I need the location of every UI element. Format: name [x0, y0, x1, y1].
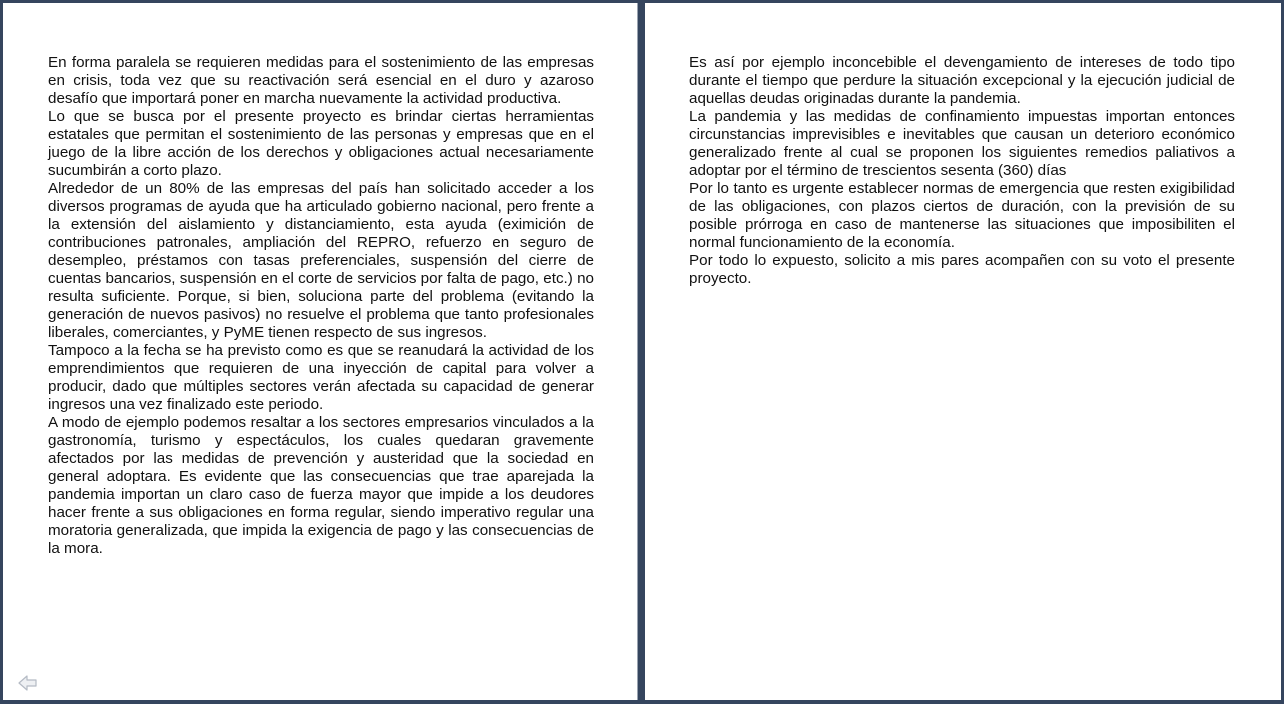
paragraph: A modo de ejemplo podemos resaltar a los sectores empresarios vinculados a la gastronomía, turismo y espectáculos, los cuales quedaran gravemente afectados por las medidas de prevención y austeridad que la sociedad en general adoptara. Es evidente que las consecuencias que trae aparejada la pandemia importan un claro caso de fuerza mayor que impide a los deudores hacer frente a sus obligaciones en forma regular, siendo imperativo regular una moratoria generalizada, que impida la exigencia de pago y las consecuencias de la mora.: [48, 414, 594, 557]
right-page: [645, 3, 1281, 700]
right-page-text: [689, 54, 1235, 288]
paragraph: Alrededor de un 80% de las empresas del país han solicitado acceder a los diversos programas de ayuda que ha articulado gobierno nacional, pero frente a la extensión del aislamiento y distanciamiento, esta ayuda (eximición de contribuciones patronales, ampliación del REPRO, refuerzo en seguro de desempleo, préstamos con tasas preferenciales, suspensión del cierre de cuentas bancarios, suspensión en el corte de servicios por falta de pago, etc.) no resulta suficiente. Porque, si bien, soluciona parte del problema (evitando la generación de nuevos pasivos) no resuelve el problema que tanto profesionales liberales, comerciantes, y PyME tienen respecto de sus ingresos.: [48, 180, 594, 341]
paragraph: Lo que se busca por el presente proyecto es brindar ciertas herramientas estatales que permitan el sostenimiento de las personas y empresas que en el juego de la libre acción de los derechos y obligaciones actual necesariamente sucumbirán a corto plazo.: [48, 108, 594, 179]
paragraph: En forma paralela se requieren medidas para el sostenimiento de las empresas en crisis, toda vez que su reactivación será esencial en el duro y azaroso desafío que importará poner en marcha nuevamente la actividad productiva.: [48, 54, 594, 107]
left-page-text: [48, 54, 594, 558]
paragraph: Por lo tanto es urgente establecer normas de emergencia que resten exigibilidad de las obligaciones, con plazos ciertos de duración, con la previsión de su posible prórroga en caso de mantenerse las situaciones que imposibiliten el normal funcionamiento de la economía.: [689, 180, 1235, 251]
previous-page-button[interactable]: [17, 673, 39, 693]
paragraph: Es así por ejemplo inconcebible el devengamiento de intereses de todo tipo durante el tiempo que perdure la situación excepcional y la ejecución judicial de aquellas deudas originadas durante la pandemia.: [689, 54, 1235, 107]
paragraph: Tampoco a la fecha se ha previsto como es que se reanudará la actividad de los emprendimientos que requieren de una inyección de capital para volver a producir, dado que múltiples sectores verán afectada su capacidad de generar ingresos una vez finalizado este periodo.: [48, 342, 594, 413]
left-arrow-icon: [17, 673, 39, 693]
paragraph: Por todo lo expuesto, solicito a mis pares acompañen con su voto el presente proyecto.: [689, 252, 1235, 287]
paragraph: La pandemia y las medidas de confinamiento impuestas importan entonces circunstancias imprevisibles e inevitables que causan un deterioro económico generalizado frente al cual se proponen los siguientes remedios paliativos a adoptar por el término de trescientos sesenta (360) días: [689, 108, 1235, 179]
left-page: [3, 3, 638, 700]
